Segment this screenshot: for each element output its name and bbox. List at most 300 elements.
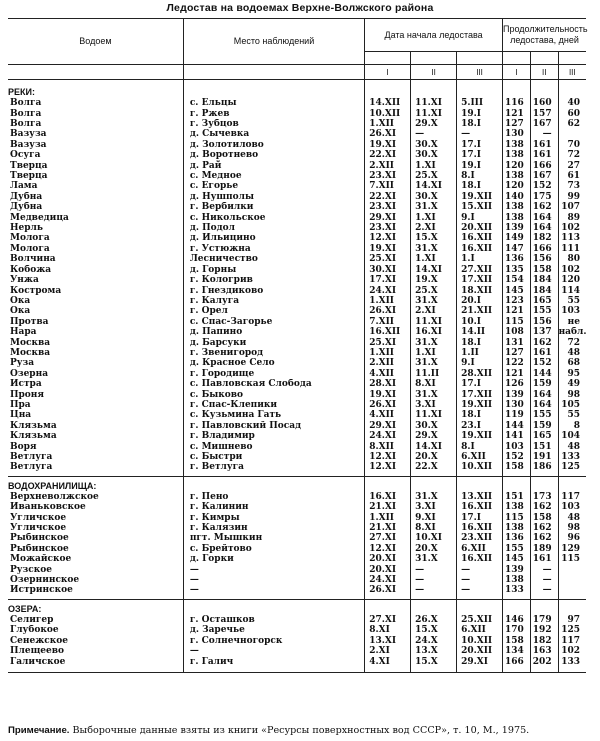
table-cell: г. Кологрив: [183, 275, 364, 285]
table-body: [8, 86, 586, 672]
ice-table: [8, 18, 586, 673]
table-row: [8, 171, 586, 181]
table-cell: 103: [503, 441, 531, 451]
table-cell: 145: [503, 554, 531, 564]
table-row: [8, 275, 586, 285]
table-cell: 4.XI: [365, 656, 411, 666]
table-row: [8, 410, 586, 420]
table-row: [8, 296, 586, 306]
table-cell: 155: [503, 544, 531, 554]
table-cell: 125: [558, 625, 586, 635]
table-cell: 21.XII: [457, 306, 503, 316]
table-cell: 97: [558, 615, 586, 625]
table-cell: 4.XII: [365, 410, 411, 420]
table-cell: 121: [503, 369, 531, 379]
table-cell: —: [457, 129, 503, 139]
table-cell: 20.X: [411, 452, 457, 462]
table-cell: —: [183, 575, 364, 585]
table-cell: 25.XII: [457, 615, 503, 625]
table-cell: 120: [503, 181, 531, 191]
table-cell: 16.XII: [457, 554, 503, 564]
table-cell: 162: [530, 337, 558, 347]
table-cell: Воря: [10, 441, 37, 452]
table-cell: 165: [530, 296, 558, 306]
table-cell: 138: [503, 502, 531, 512]
table-cell: 144: [530, 369, 558, 379]
header-place: Место наблюдений: [183, 19, 364, 65]
table-cell: 121: [503, 306, 531, 316]
table-cell: [558, 129, 586, 139]
table-cell: 17.I: [457, 140, 503, 150]
table-cell: Клязьма: [10, 431, 57, 442]
table-cell: 23.XI: [365, 171, 411, 181]
table-row: [8, 389, 586, 399]
table-cell: 170: [503, 625, 531, 635]
table-cell: 107: [558, 202, 586, 212]
table-cell: 23.XI: [365, 223, 411, 233]
table-cell: 3.XI: [411, 400, 457, 410]
table-cell: 25.X: [411, 171, 457, 181]
table-cell: Ока: [10, 295, 31, 306]
table-cell: 138: [503, 202, 531, 212]
table-cell: 10.XII: [365, 108, 411, 118]
table-row: [8, 265, 586, 275]
table-cell: 1.II: [457, 348, 503, 358]
table-row: [8, 160, 586, 170]
table-cell: Лама: [10, 181, 38, 192]
table-cell: 137: [530, 327, 558, 337]
footnote-text: Выборочные данные взяты из книги «Ресурсы поверхностных вод СССР», т. 10, М., 1975.: [69, 725, 530, 736]
table-row: [8, 421, 586, 431]
table-cell: 25.XI: [365, 254, 411, 264]
table-cell: 16.XII: [457, 523, 503, 533]
table-cell: 89: [558, 212, 586, 222]
table-cell: 159: [530, 379, 558, 389]
table-row: [8, 285, 586, 295]
table-cell: 159: [530, 421, 558, 431]
table-cell: 5.III: [457, 98, 503, 108]
table-cell: 135: [503, 265, 531, 275]
table-cell: 191: [530, 452, 558, 462]
table-cell: 14.XI: [411, 441, 457, 451]
table-cell: 140: [503, 192, 531, 202]
table-cell: 161: [530, 140, 558, 150]
table-cell: 19.XI: [365, 244, 411, 254]
table-cell: 31.X: [411, 337, 457, 347]
table-cell: набл.: [558, 327, 586, 338]
table-cell: 127: [503, 348, 531, 358]
table-cell: 136: [503, 254, 531, 264]
table-cell: 80: [558, 254, 586, 264]
table-cell: г. Осташков: [183, 615, 364, 625]
table-cell: с. Ельцы: [183, 98, 364, 108]
table-row: [8, 523, 586, 533]
table-cell: 179: [530, 615, 558, 625]
table-cell: Протва: [10, 316, 49, 327]
table-cell: —: [530, 564, 558, 574]
table-cell: 14.XII: [365, 98, 411, 108]
table-cell: 60: [558, 108, 586, 118]
table-cell: г. Звенигород: [183, 348, 364, 358]
table-cell: д. Рай: [183, 160, 364, 170]
table-cell: Руза: [10, 358, 35, 369]
table-cell: 19.X: [411, 275, 457, 285]
table-cell: д. Нушполы: [183, 192, 364, 202]
table-cell: 166: [503, 656, 531, 666]
table-cell: Цна: [10, 410, 32, 421]
table-cell: 133: [558, 656, 586, 666]
table-cell: 17.XII: [457, 389, 503, 399]
table-cell: 134: [503, 646, 531, 656]
table-cell: 26.X: [411, 615, 457, 625]
table-row: [8, 317, 586, 327]
table-cell: 2.XI: [411, 306, 457, 316]
table-cell: 8.I: [457, 441, 503, 451]
table-cell: 2.XI: [411, 223, 457, 233]
table-cell: 161: [530, 150, 558, 160]
table-cell: 155: [530, 306, 558, 316]
table-cell: 123: [503, 296, 531, 306]
table-row: [8, 462, 586, 472]
table-cell: 129: [558, 544, 586, 554]
table-cell: 11.XI: [411, 98, 457, 108]
table-cell: —: [530, 585, 558, 595]
table-cell: 164: [530, 389, 558, 399]
table-cell: 138: [503, 212, 531, 222]
table-cell: Можайское: [10, 554, 72, 565]
table-row: [8, 337, 586, 347]
table-cell: 7.XII: [365, 181, 411, 191]
table-cell: 11.XI: [411, 410, 457, 420]
table-row: [8, 625, 586, 635]
table-cell: 189: [530, 544, 558, 554]
table-cell: с. Кузьмина Гать: [183, 410, 364, 420]
table-cell: 4.XII: [365, 369, 411, 379]
header-date-col-1: I: [365, 65, 411, 80]
table-cell: с. Егорье: [183, 181, 364, 191]
table-cell: 17.XI: [365, 275, 411, 285]
table-cell: 3.XI: [411, 502, 457, 512]
table-cell: 15.X: [411, 233, 457, 243]
table-row: [8, 646, 586, 656]
table-cell: 139: [503, 564, 531, 574]
table-cell: 119: [503, 410, 531, 420]
table-cell: 17.I: [457, 512, 503, 522]
table-cell: 16.XII: [365, 327, 411, 337]
table-cell: 136: [503, 533, 531, 543]
table-cell: 164: [530, 400, 558, 410]
table-cell: 24.XI: [365, 285, 411, 295]
table-cell: 72: [558, 150, 586, 160]
table-cell: 138: [503, 523, 531, 533]
table-cell: 158: [530, 512, 558, 522]
table-cell: 103: [558, 306, 586, 316]
table-cell: 20.I: [457, 296, 503, 306]
table-cell: Волга: [10, 98, 42, 109]
table-cell: 108: [503, 327, 531, 337]
table-cell: г. Спас-Клепики: [183, 400, 364, 410]
table-cell: 1.XI: [411, 212, 457, 222]
table-cell: 20.XII: [457, 646, 503, 656]
table-cell: 17.I: [457, 379, 503, 389]
table-cell: 105: [558, 400, 586, 410]
table-cell: 10.XII: [457, 462, 503, 472]
table-cell: 19.I: [457, 108, 503, 118]
table-cell: 156: [530, 317, 558, 327]
table-cell: Тверца: [10, 171, 48, 182]
table-cell: 151: [530, 441, 558, 451]
table-row: [8, 108, 586, 118]
table-cell: 182: [530, 233, 558, 243]
table-row: [8, 150, 586, 160]
table-cell: 2.XII: [365, 358, 411, 368]
table-cell: Дубна: [10, 202, 43, 213]
table-cell: Вазуза: [10, 129, 47, 140]
table-cell: 10.XII: [457, 636, 503, 646]
table-cell: 156: [530, 254, 558, 264]
table-cell: г. Владимир: [183, 431, 364, 441]
table-row: [8, 358, 586, 368]
table-cell: д. Папино: [183, 327, 364, 337]
table-cell: —: [183, 564, 364, 574]
table-cell: 21.XI: [365, 523, 411, 533]
table-row: [8, 379, 586, 389]
table-cell: 2.XI: [365, 646, 411, 656]
table-cell: 18.I: [457, 119, 503, 129]
table-cell: 26.XI: [365, 400, 411, 410]
table-cell: Озерна: [10, 368, 49, 379]
table-cell: —: [183, 585, 364, 595]
table-cell: 102: [558, 646, 586, 656]
table-cell: 161: [530, 348, 558, 358]
table-cell: 8.XI: [411, 523, 457, 533]
table-cell: г. Павловский Посад: [183, 421, 364, 431]
table-cell: 25.XI: [365, 337, 411, 347]
table-cell: 202: [530, 656, 558, 666]
table-cell: 113: [558, 233, 586, 243]
table-cell: 11.XI: [411, 317, 457, 327]
footnote: [8, 725, 598, 736]
table-row: [8, 431, 586, 441]
table-cell: пгт. Мышкин: [183, 533, 364, 543]
table-cell: 175: [530, 192, 558, 202]
table-cell: 138: [503, 575, 531, 585]
table-cell: 31.X: [411, 358, 457, 368]
table-cell: 167: [530, 171, 558, 181]
table-cell: 162: [530, 523, 558, 533]
table-row: [8, 544, 586, 554]
table-cell: 158: [503, 636, 531, 646]
table-row: [8, 502, 586, 512]
table-row: [8, 554, 586, 564]
table-cell: 31.X: [411, 202, 457, 212]
table-cell: Истра: [10, 379, 42, 390]
table-cell: не: [558, 317, 586, 327]
table-cell: 19.XI: [365, 140, 411, 150]
table-cell: г. Калуга: [183, 296, 364, 306]
table-cell: 55: [558, 296, 586, 306]
table-cell: Рузское: [10, 564, 52, 575]
table-cell: 9.XI: [411, 512, 457, 522]
table-row: [8, 564, 586, 574]
table-cell: г. Калинин: [183, 502, 364, 512]
table-cell: 61: [558, 171, 586, 181]
table-cell: д. Заречье: [183, 625, 364, 635]
table-cell: 103: [558, 502, 586, 512]
table-row: [8, 575, 586, 585]
table-cell: 146: [503, 615, 531, 625]
table-cell: 1.XI: [411, 160, 457, 170]
table-cell: 29.XI: [457, 656, 503, 666]
table-cell: 27.XI: [365, 615, 411, 625]
page-title: Ледостав на водоемах Верхне-Волжского района: [166, 2, 434, 14]
table-cell: с. Брейтово: [183, 544, 364, 554]
table-cell: —: [530, 575, 558, 585]
table-cell: 12.XI: [365, 544, 411, 554]
table-cell: Селигер: [10, 614, 54, 625]
table-cell: с. Быстри: [183, 452, 364, 462]
table-cell: 26.XI: [365, 585, 411, 595]
table-cell: 9.I: [457, 358, 503, 368]
table-cell: 116: [503, 98, 531, 108]
table-cell: Нерль: [10, 223, 43, 234]
table-cell: 120: [503, 160, 531, 170]
table-cell: 30.X: [411, 192, 457, 202]
table-cell: 68: [558, 358, 586, 368]
table-cell: 29.X: [411, 119, 457, 129]
table-cell: 10.XI: [411, 533, 457, 543]
table-row: [8, 400, 586, 410]
table-cell: 29.X: [411, 431, 457, 441]
table-cell: 152: [530, 358, 558, 368]
table-cell: 12.XI: [365, 462, 411, 472]
table-row: [8, 327, 586, 337]
table-cell: 23.XI: [365, 202, 411, 212]
table-cell: г. Калязин: [183, 523, 364, 533]
table-cell: Дубна: [10, 191, 43, 202]
header-waterbody: Водоем: [8, 19, 183, 65]
header-duration-col-1: I: [503, 65, 531, 80]
table-cell: 15.X: [411, 625, 457, 635]
footnote-label: Примечание.: [8, 725, 70, 736]
table-cell: Рыбинское: [10, 533, 69, 544]
table-cell: 158: [530, 265, 558, 275]
table-row: [8, 656, 586, 666]
table-row: [8, 233, 586, 243]
table-cell: Кострома: [10, 285, 62, 296]
table-cell: 1.I: [457, 254, 503, 264]
table-cell: Волга: [10, 119, 42, 130]
table-cell: 6.XII: [457, 625, 503, 635]
table-row: [8, 244, 586, 254]
table-cell: 1.XII: [365, 348, 411, 358]
table-cell: г. Зубцов: [183, 119, 364, 129]
table-cell: Глубокое: [10, 625, 59, 636]
table-cell: —: [411, 564, 457, 574]
table-row: [8, 202, 586, 212]
table-cell: 138: [503, 150, 531, 160]
table-row: [8, 452, 586, 462]
table-cell: 48: [558, 512, 586, 522]
table-cell: —: [457, 575, 503, 585]
table-row: [8, 369, 586, 379]
table-cell: д. Барсуки: [183, 337, 364, 347]
table-cell: Озернинское: [10, 575, 80, 586]
table-cell: 19.XI: [365, 389, 411, 399]
table-cell: 28.XII: [457, 369, 503, 379]
table-cell: 115: [503, 317, 531, 327]
table-cell: 160: [530, 98, 558, 108]
header-duration: Продолжительность ледостава, дней: [503, 19, 587, 52]
section-label: ОЗЕРА:: [8, 603, 42, 614]
table-cell: г. Пено: [183, 492, 364, 502]
table-cell: 164: [530, 212, 558, 222]
table-cell: 133: [558, 452, 586, 462]
table-cell: —: [411, 585, 457, 595]
table-cell: 14.XI: [411, 265, 457, 275]
table-cell: 115: [558, 554, 586, 564]
table-cell: 7.XII: [365, 317, 411, 327]
table-row: [8, 140, 586, 150]
table-cell: 18.XII: [457, 285, 503, 295]
table-row: [8, 348, 586, 358]
table-cell: 20.XI: [365, 564, 411, 574]
table-cell: Москва: [10, 337, 51, 348]
table-cell: 70: [558, 140, 586, 150]
table-cell: 162: [530, 533, 558, 543]
table-cell: Ветлуга: [10, 452, 53, 463]
table-cell: 126: [503, 379, 531, 389]
table-cell: Молога: [10, 233, 50, 244]
table-cell: —: [411, 575, 457, 585]
table-cell: Нара: [10, 327, 37, 338]
table-row: [8, 192, 586, 202]
table-cell: 99: [558, 192, 586, 202]
table-cell: Кобожа: [10, 264, 52, 275]
table-cell: 1.XI: [411, 254, 457, 264]
section-label: РЕКИ:: [8, 87, 35, 97]
table-cell: 72: [558, 337, 586, 347]
table-cell: —: [530, 129, 558, 139]
table-cell: 30.XI: [365, 265, 411, 275]
table-cell: 192: [530, 625, 558, 635]
table-cell: д. Горки: [183, 554, 364, 564]
header-duration-col-2: II: [530, 65, 558, 80]
table-cell: 18.I: [457, 181, 503, 191]
table-cell: 1.XII: [365, 512, 411, 522]
table-cell: д. Золотилово: [183, 140, 364, 150]
table-cell: 26.XI: [365, 129, 411, 139]
table-cell: 166: [530, 244, 558, 254]
table-cell: 12.XI: [365, 452, 411, 462]
table-cell: д. Горны: [183, 265, 364, 275]
table-cell: 30.X: [411, 150, 457, 160]
table-row: [8, 492, 586, 502]
table-cell: 21.XI: [365, 502, 411, 512]
table-cell: с. Мишнево: [183, 441, 364, 451]
table-cell: 12.XI: [365, 233, 411, 243]
table-cell: 24.X: [411, 636, 457, 646]
header-date-col-2: II: [411, 65, 457, 80]
table-cell: 19.I: [457, 160, 503, 170]
table-cell: Унжа: [10, 275, 39, 286]
table-cell: 31.X: [411, 492, 457, 502]
table-cell: 23.I: [457, 421, 503, 431]
table-row: [8, 181, 586, 191]
table-row: [8, 441, 586, 451]
table-cell: 98: [558, 389, 586, 399]
table-cell: 31.X: [411, 554, 457, 564]
